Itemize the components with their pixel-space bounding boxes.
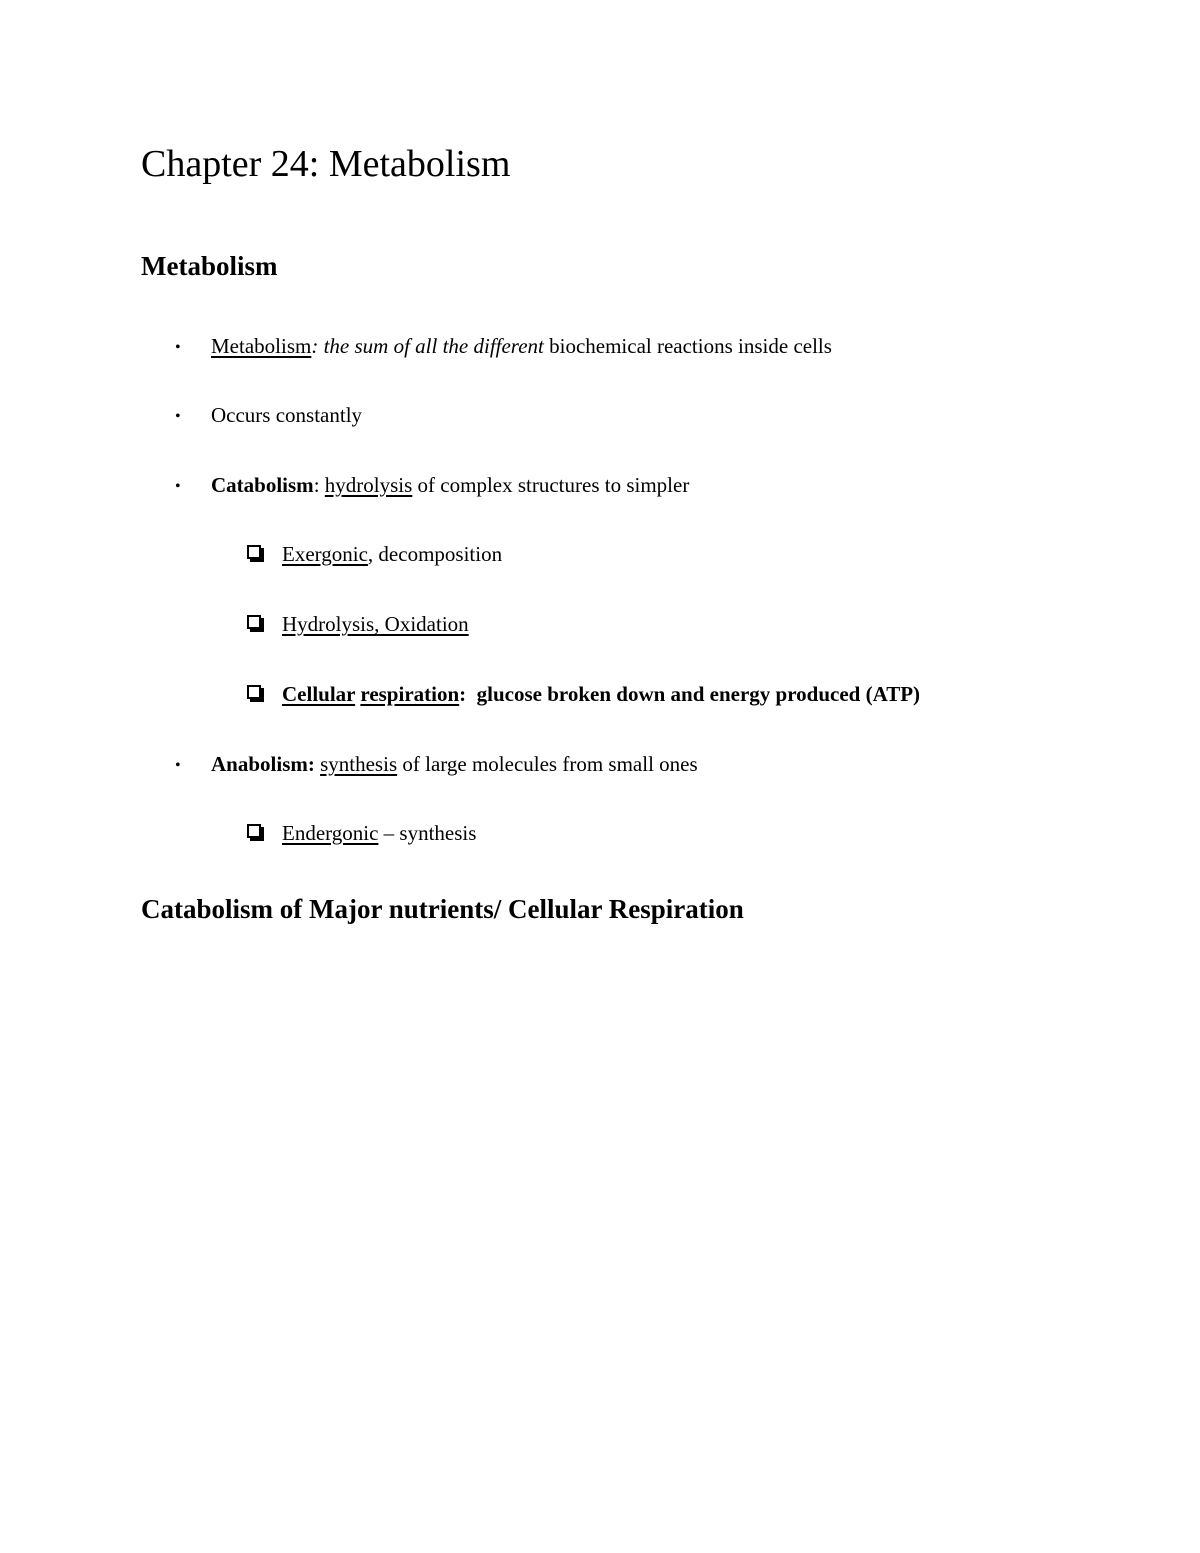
term-catabolism: Catabolism <box>211 473 314 497</box>
section-heading-catabolism-nutrients: Catabolism of Major nutrients/ Cellular Respiration <box>141 894 744 924</box>
bullet-glyph: • <box>175 408 181 425</box>
bullet-glyph: • <box>175 478 181 495</box>
bullet-glyph: • <box>175 757 181 774</box>
checkbox-square-icon <box>247 615 261 629</box>
term-metabolism: Metabolism <box>211 334 312 358</box>
list-item-catabolism: Catabolism: hydrolysis of complex structures to simpler <box>211 473 690 497</box>
sub-item-exergonic: Exergonic, decomposition <box>282 542 503 566</box>
sub-item-cellular-respiration: Cellular respiration: glucose broken down and energy produced (ATP) <box>282 682 921 706</box>
page-title: Chapter 24: Metabolism <box>141 143 511 185</box>
checkbox-square-icon <box>247 685 261 699</box>
definition-italic: the sum of all the different <box>318 334 544 358</box>
sub-item-hydrolysis: Hydrolysis, Oxidation <box>282 612 469 636</box>
list-item-occurs: Occurs constantly <box>211 403 363 427</box>
list-item-anabolism: Anabolism: synthesis of large molecules from small ones <box>211 752 698 776</box>
sub-item-endergonic: Endergonic – synthesis <box>282 821 477 845</box>
bullet-glyph: • <box>175 339 181 356</box>
list-item-metabolism: Metabolism: the sum of all the different biochemical reactions inside cells <box>211 334 832 358</box>
checkbox-square-icon <box>247 545 261 559</box>
section-heading-metabolism: Metabolism <box>141 251 278 281</box>
term-anabolism: Anabolism: <box>211 752 315 776</box>
checkbox-square-icon <box>247 824 261 838</box>
